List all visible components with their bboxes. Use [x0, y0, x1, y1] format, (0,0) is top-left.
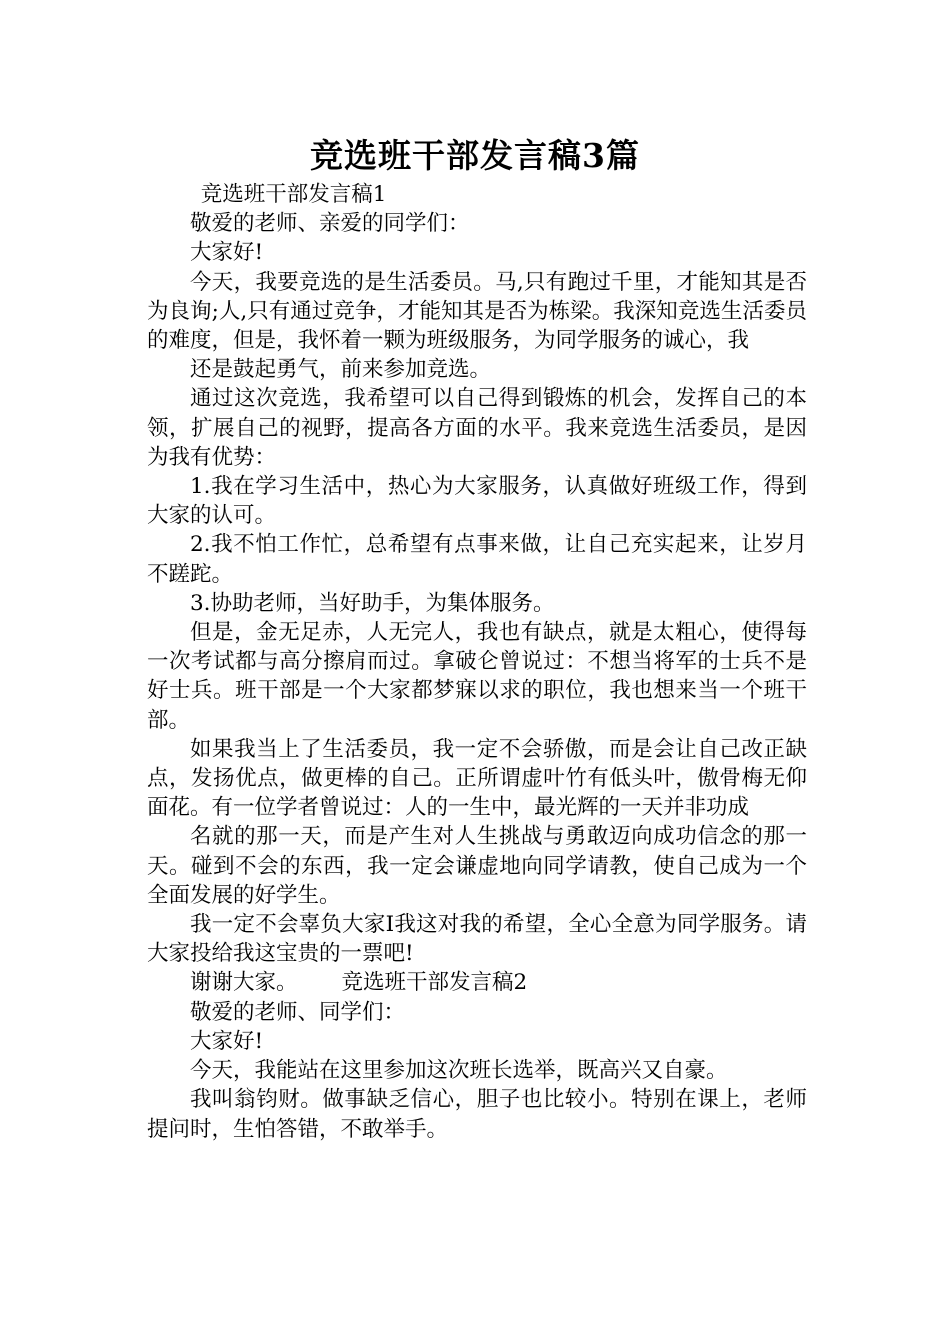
salutation: 敬爱的老师、同学们：: [190, 999, 406, 1025]
paragraph: 我一定不会辜负大家I我这对我的希望，全心全意为同学服务。请大家投给我这宝贵的一票吧!: [147, 912, 807, 967]
closing-text: 谢谢大家。: [190, 970, 298, 996]
document-body: [147, 180, 807, 1144]
paragraph: 名就的那一天，而是产生对人生挑战与勇敢迈向成功信念的那一天。碰到不会的东西，我一定会谦虚地向同学请教，使自己成为一个全面发展的好学生。: [147, 824, 807, 908]
paragraph: 如果我当上了生活委员，我一定不会骄傲，而是会让自己改正缺点，发扬优点，做更棒的自己。正所谓虚叶竹有低头叶，傲骨梅无仰面花。有一位学者曾说过：人的一生中，最光辉的一天并非功成: [147, 736, 807, 821]
list-item: 1.我在学习生活中，热心为大家服务，认真做好班级工作，得到大家的认可。: [147, 474, 807, 529]
list-item: 3.协助老师，当好助手，为集体服务。: [190, 590, 555, 616]
greeting: 大家好!: [190, 240, 264, 266]
list-item: 2.我不怕工作忙，总希望有点事来做，让自己充实起来，让岁月不蹉跎。: [147, 532, 807, 587]
closing-line: [147, 968, 807, 997]
paragraph: 还是鼓起勇气，前来参加竞选。: [190, 357, 492, 383]
greeting: 大家好!: [190, 1028, 264, 1054]
document-title: 竞选班干部发言稿3篇: [310, 136, 640, 175]
salutation: 敬爱的老师、亲爱的同学们：: [190, 211, 470, 237]
section-heading: 竞选班干部发言稿1: [200, 182, 387, 207]
section-heading: 竞选班干部发言稿2: [341, 970, 528, 996]
paragraph: 我叫翁钧财。做事缺乏信心，胆子也比较小。特别在课上，老师提问时，生怕答错，不敢举手。: [147, 1087, 807, 1142]
paragraph: 今天，我要竞选的是生活委员。马,只有跑过千里，才能知其是否为良询;人,只有通过竞争，才能知其是否为栋梁。我深知竞选生活委员的难度，但是，我怀着一颗为班级服务，为同学服务的诚心，我: [147, 269, 807, 354]
paragraph: 今天，我能站在这里参加这次班长选举，既高兴又自豪。: [190, 1058, 728, 1084]
paragraph: 但是，金无足赤，人无完人，我也有缺点，就是太粗心，使得每一次考试都与高分擦肩而过。拿破仑曾说过：不想当将军的士兵不是好士兵。班干部是一个大家都梦寐以求的职位，我也想来当一个班干部。: [147, 620, 807, 733]
paragraph: 通过这次竞选，我希望可以自己得到锻炼的机会，发挥自己的本领，扩展自己的视野，提高各方面的水平。我来竞选生活委员，是因为我有优势：: [147, 386, 807, 470]
